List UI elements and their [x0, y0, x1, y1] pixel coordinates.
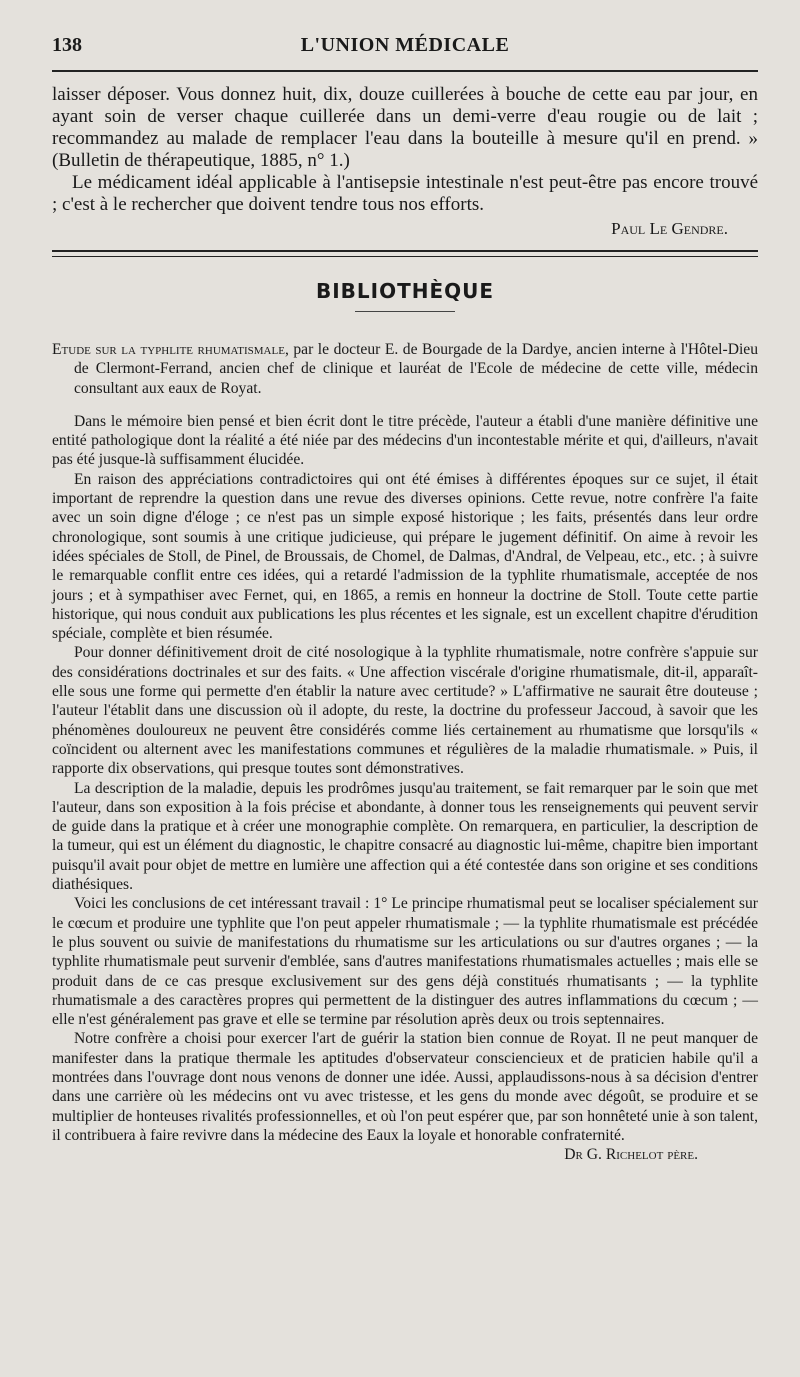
review-book-title: Etude sur la typhlite rhumatismale, — [52, 341, 289, 358]
review-paragraph: Dans le mémoire bien pensé et bien écrit dont le titre précède, l'auteur a établi d'une manière définitive une entité pathologique dont la réalité a été niée par des médecins d'un incontestable mérite et qui, d'ailleurs, n'avait pas été jusque-là suffisamment élucidée. — [52, 412, 758, 469]
page-number: 138 — [52, 34, 82, 56]
running-header — [52, 34, 758, 62]
review-paragraph: Pour donner définitivement droit de cité nosologique à la typhlite rhumatismale, notre confrère s'appuie sur des considérations doctrinales et sur des faits. « Une affection viscérale d'origine rhumatismale, dit-il, apparaît-elle sous une forme qui permette d'en établir la nature avec certitude? » L'affirmative ne saurait être douteuse ; l'auteur l'établit dans une discussion où il adopte, du reste, la doctrine du professeur Jaccoud, à savoir que les phénomènes douloureux ne peuvent être considérés comme liés certainement au rhumatisme que lorsqu'ils « coïncident ou alternent avec les manifestations communes et régulières de la maladie rhumatismale. » Puis, il rapporte dix observations, qui presque toutes sont démonstratives. — [52, 644, 758, 778]
closing-paragraph: Le médicament idéal applicable à l'antisepsie intestinale n'est peut-être pas encore trouvé ; c'est à le rechercher que doivent tendre tous nos efforts. — [52, 172, 758, 215]
author-signature: Paul Le Gendre. — [611, 219, 728, 238]
review-paragraph: Voici les conclusions de cet intéressant travail : 1° Le principe rhumatismal peut se localiser spécialement sur le cœcum et produire une typhlite que l'on peut appeler rhumatismale ; — la typhlite rhumatismale est précédée le plus souvent ou suivie de manifestations du rhumatisme sur les articulations ou sur d'autres organes ; — la typhlite rhumatismale peut survenir d'emblée, sans d'autres manifestations rhumatismales actuelles ; mais elle se produit dans de ce cas presque exclusivement sur des gens déjà constitués rhumatisants ; — la typhlite rhumatismale a des caractères propres qui permettent de la distinguer des autres inflammations du cœcum ; — elle n'est généralement pas grave et elle se termine par résolution après deux ou trois septennaires. — [52, 895, 758, 1029]
review-heading — [52, 340, 758, 398]
continued-article — [52, 84, 758, 240]
journal-title: L'UNION MÉDICALE — [300, 34, 510, 56]
review-book-author: par le docteur E. de Bourgade de la Dardye, ancien interne à l'Hôtel-Dieu de Clermont-Ferrand, ancien chef de clinique et lauréat de l'Ecole de médecine de cette ville, médecin consultant aux eaux de Royat. — [74, 341, 759, 397]
review-body — [52, 340, 758, 1164]
review-paragraph: Notre confrère a choisi pour exercer l'art de guérir la station bien connue de Royat. Il ne peut manquer de manifester dans la pratique thermale les aptitudes d'observateur consciencieux et de praticien habile qu'il a montrées dans l'ouvrage dont nous venons de donner une idée. Aussi, applaudissons-nous à sa décision d'entrer dans une carrière où les médecins ont vu avec tristesse, et les gens du monde avec dégoût, se produire et se multiplier de honteuses rivalités professionnelles, et où l'on peut espérer que, par son honnêteté unie à son talent, il contribuera à faire revivre dans la médecine des Eaux la loyale et honorable confraternité. — [52, 1030, 758, 1144]
review-paragraph: En raison des appréciations contradictoires qui ont été émises à différentes époques sur ce sujet, il était important de reprendre la question dans une revue des diverses opinions. Cette revue, notre confrère l'a faite avec un soin digne d'éloge ; ce n'est pas un simple exposé historique ; les faits, présentés dans leur ordre chronologique, sont soumis à une critique judicieuse, qui prépare le jugement définitif. On aime à revoir les idées spéciales de Stoll, de Pinel, de Broussais, de Chomel, de Dalmas, d'Andral, de Velpeau, etc., etc. ; à suivre le remarquable conflit entre ces idées, qui a retardé l'admission de la typhlite rhumatismale, acceptée de nos jours ; et à sympathiser avec Fernet, qui, en 1865, a remis en honneur la doctrine de Stoll. Toute cette partie historique, qui nous conduit aux publications les plus récentes et les signale, est un excellent chapitre d'érudition spéciale, complète et bien résumée. — [52, 470, 758, 643]
title-rule — [355, 311, 455, 312]
double-rule-divider — [52, 250, 758, 257]
continued-paragraph: laisser déposer. Vous donnez huit, dix, douze cuillerées à bouche de cette eau par jour, en ayant soin de verser chaque cuillerée dans un demi-verre d'eau rougie ou de lait ; recommandez au malade de remplacer l'eau dans la bouteille à mesure qu'il en prend. » (Bulletin de thérapeutique, 1885, n° 1.) — [52, 84, 758, 171]
header-rule — [52, 70, 758, 72]
review-paragraph: La description de la maladie, depuis les prodrômes jusqu'au traitement, se fait remarquer par le soin que met l'auteur, dans son exposition à la fois précise et abondante, à donner tous les renseignements qui peuvent servir de guide dans la pratique et à créer une monographie complète. On remarquera, en particulier, la description de la tumeur, qui est un élément du diagnostic, le chapitre consacré au diagnostic lui-même, chapitre bien important puisqu'il avait pour objet de mettre en lumière une affection qui a été contestée dans son origine et ses conditions diathésiques. — [52, 779, 758, 894]
reviewer-signature: Dr G. Richelot père. — [564, 1146, 698, 1164]
section-title: BIBLIOTHÈQUE — [315, 279, 495, 303]
